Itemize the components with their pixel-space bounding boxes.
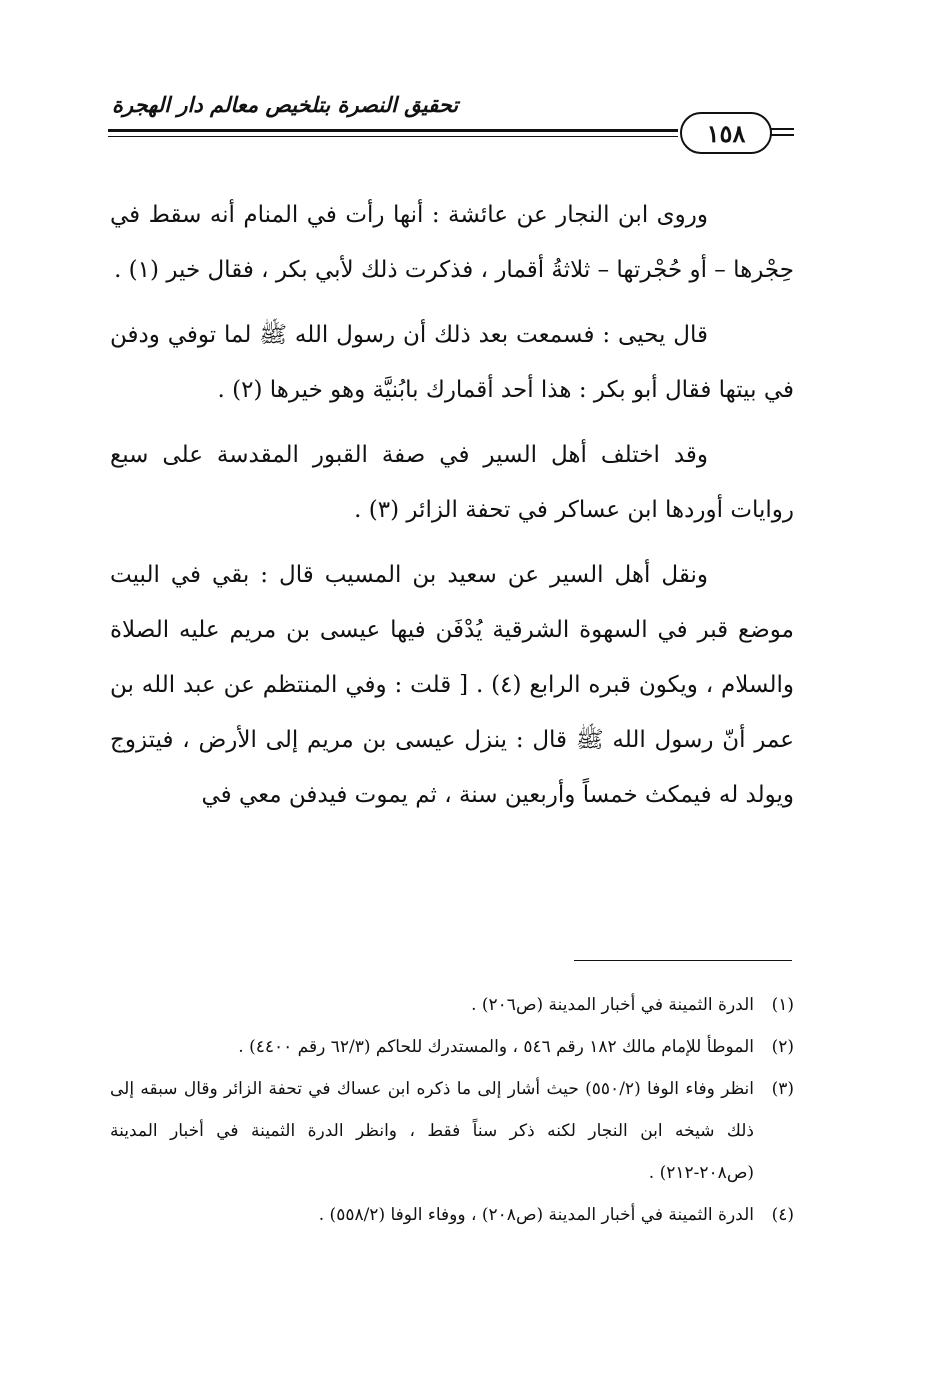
page-number-ornament <box>770 134 794 136</box>
header-rule-thin <box>108 136 678 137</box>
footnote-number: (٣) <box>771 1079 794 1099</box>
footnote <box>110 1026 794 1068</box>
body-text <box>110 188 794 833</box>
footnote-separator <box>574 960 792 961</box>
footnote <box>110 984 794 1026</box>
paragraph: قال يحيى : فسمعت بعد ذلك أن رسول الله ﷺ لما توفي ودفن في بيتها فقال أبو بكر : هذا أحد أقمارك بابُنيَّة وهو خيرها (٢) . <box>110 322 794 403</box>
paragraph: وروى ابن النجار عن عائشة : أنها رأت في المنام أنه سقط في حِجْرها – أو حُجْرتها – ثلاثةُ أقمار ، فذكرت ذلك لأبي بكر ، فقال خير (١) . <box>110 202 794 283</box>
page-number-text: ١٥٨ <box>706 118 746 148</box>
footnote-text: الدرة الثمينة في أخبار المدينة (ص٢٠٨) ، ووفاء الوفا (٥٥٨/٢) . <box>318 1205 754 1225</box>
footnote <box>110 1194 794 1236</box>
paragraph: ونقل أهل السير عن سعيد بن المسيب قال : بقي في البيت موضع قبر في السهوة الشرقية يُدْفَن فيها عيسى بن مريم عليه الصلاة والسلام ، ويكون قبره الرابع (٤) . [ قلت : وفي المنتظم عن عبد الله بن عمر أنّ رسول الله ﷺ قال : ينزل عيسى بن مريم إلى الأرض ، فيتزوج ويولد له فيمكث خمساً وأربعين سنة ، ثم يموت فيدفن معي في <box>110 562 795 808</box>
footnote-text: الموطأ للإمام مالك ١٨٢ رقم ٥٤٦ ، والمستدرك للحاكم (٦٢/٣ رقم ٤٤٠٠) . <box>238 1037 754 1057</box>
footnote-text: الدرة الثمينة في أخبار المدينة (ص٢٠٦) . <box>471 995 754 1015</box>
footnote-number: (٢) <box>771 1037 794 1057</box>
footnote <box>110 1068 794 1194</box>
page-number <box>680 112 772 154</box>
running-title: تحقيق النصرة بتلخيص معالم دار الهجرة <box>112 92 459 117</box>
footnotes <box>110 984 794 1236</box>
paragraph: وقد اختلف أهل السير في صفة القبور المقدسة على سبع روايات أوردها ابن عساكر في تحفة الزائر (٣) . <box>110 442 794 523</box>
page-number-ornament <box>770 128 794 130</box>
footnote-number: (٤) <box>771 1205 794 1225</box>
header-rule <box>108 129 678 132</box>
footnote-text: انظر وفاء الوفا (٥٥٠/٢) حيث أشار إلى ما ذكره ابن عساك في تحفة الزائر وقال سبقه إلى ذلك شيخه ابن النجار لكنه ذكر سناً فقط ، وانظر الدرة الثمينة في أخبار المدينة (ص٢٠٨-٢١٢) . <box>110 1079 754 1183</box>
footnote-number: (١) <box>771 995 794 1015</box>
